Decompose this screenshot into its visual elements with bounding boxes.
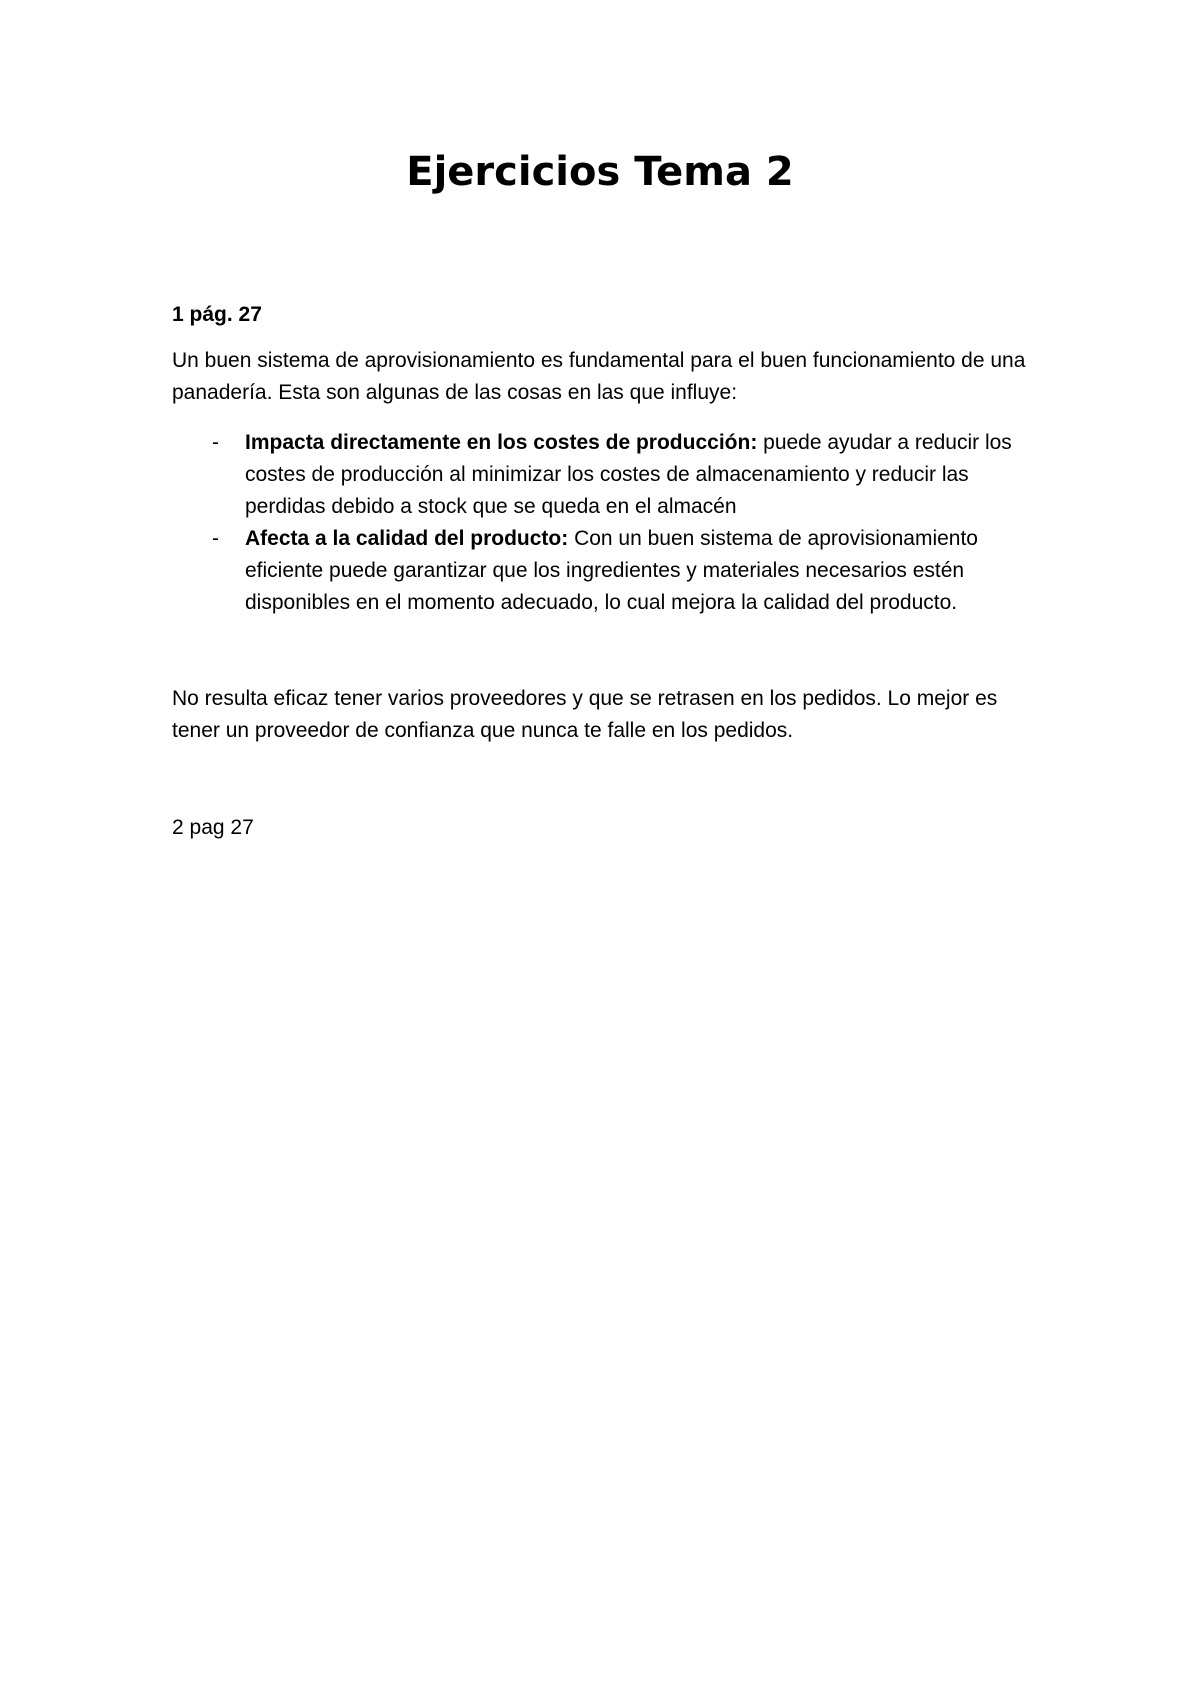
influence-list (172, 427, 1032, 619)
list-bullet-dash: - (212, 527, 219, 550)
list-item (172, 523, 1032, 619)
exercise-1-heading: 1 pág. 27 (172, 303, 262, 326)
document-title: Ejercicios Tema 2 (406, 149, 794, 195)
list-item-text: puede ayudar a reducir los costes de producción al minimizar los costes de almacenamiento y reducir las perdidas debido a stock que se queda en el almacén (245, 431, 1012, 518)
exercise-2-heading: 2 pag 27 (172, 816, 254, 839)
list-item (172, 427, 1032, 523)
exercise-1-intro: Un buen sistema de aprovisionamiento es fundamental para el buen funcionamiento de una panadería. Esta son algunas de las cosas en las que influye: (172, 349, 1026, 404)
list-bullet-dash: - (212, 431, 219, 454)
exercise-1-conclusion: No resulta eficaz tener varios proveedores y que se retrasen en los pedidos. Lo mejor es tener un proveedor de confianza que nunca te falle en los pedidos. (172, 687, 998, 742)
list-item-text: Con un buen sistema de aprovisionamiento eficiente puede garantizar que los ingredientes y materiales necesarios estén disponibles en el momento adecuado, lo cual mejora la calidad del producto. (245, 527, 978, 614)
list-item-bold-lead: Impacta directamente en los costes de producción: (245, 431, 758, 454)
list-item-bold-lead: Afecta a la calidad del producto: (245, 527, 569, 550)
